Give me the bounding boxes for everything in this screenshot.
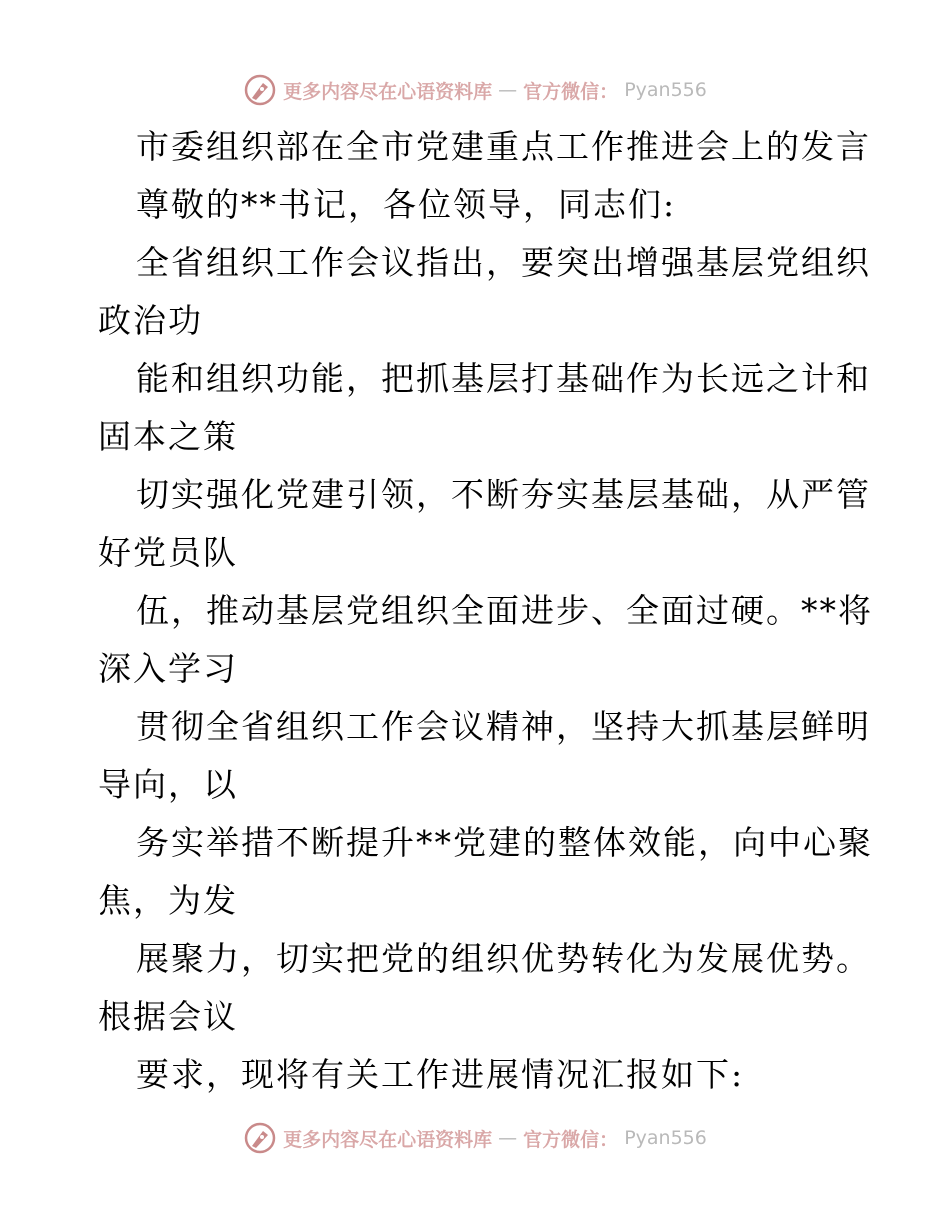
header-watermark (0, 70, 950, 110)
watermark-dash: — (498, 1127, 518, 1149)
paragraph-line: 固本之策 (98, 417, 238, 456)
paragraph-line: 好党员队 (98, 533, 238, 572)
document-body (98, 118, 873, 1104)
paragraph-line: 展聚力，切实把党的组织优势转化为发展优势。 (136, 939, 871, 978)
paragraph-line: 深入学习 (98, 649, 238, 688)
paragraph-line: 伍，推动基层党组织全面进步、全面过硬。**将 (136, 591, 873, 630)
paragraph-line: 要求，现将有关工作进展情况汇报如下: (136, 1055, 745, 1094)
paragraph-line: 切实强化党建引领，不断夯实基层基础，从严管 (136, 475, 871, 514)
paragraph-line: 根据会议 (98, 997, 238, 1036)
watermark-dash: — (498, 79, 518, 101)
paragraph-line: 全省组织工作会议指出，要突出增强基层党组织 (136, 243, 871, 282)
paragraph-line: 务实举措不断提升**党建的整体效能，向中心聚 (136, 823, 873, 862)
salutation-line: 尊敬的**书记，各位领导，同志们: (136, 185, 677, 224)
paragraph-line: 能和组织功能，把抓基层打基础作为长远之计和 (136, 359, 871, 398)
watermark-brand-text: 更多内容尽在心语资料库 (283, 1128, 493, 1151)
paragraph-line: 政治功 (98, 301, 203, 340)
paragraph-line: 焦，为发 (98, 881, 238, 920)
pen-nib-logo-icon (243, 73, 277, 107)
paragraph-line: 贯彻全省组织工作会议精神，坚持大抓基层鲜明 (136, 707, 871, 746)
watermark-brand-text: 更多内容尽在心语资料库 (283, 80, 493, 103)
paragraph-line: 导向，以 (98, 765, 238, 804)
watermark-wechat-label: 官方微信： (523, 80, 619, 103)
watermark-wechat-label: 官方微信： (523, 1128, 619, 1151)
watermark-wechat-id: Pyan556 (624, 1127, 707, 1149)
watermark-wechat-id: Pyan556 (624, 79, 707, 101)
document-title: 市委组织部在全市党建重点工作推进会上的发言 (136, 127, 871, 166)
footer-watermark (0, 1118, 950, 1158)
pen-nib-logo-icon (243, 1121, 277, 1155)
